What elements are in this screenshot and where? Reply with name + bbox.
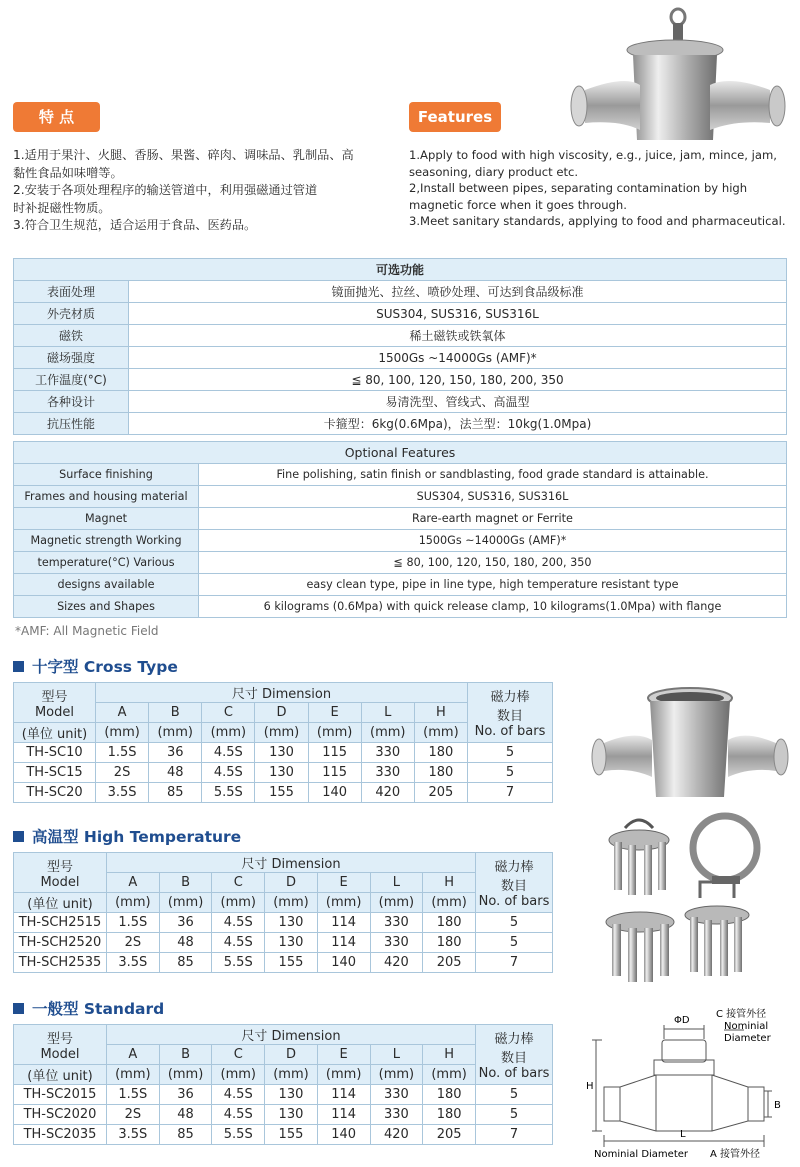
bullet-square-icon <box>13 831 24 842</box>
table-row: TH-SC2015 1.5S 36 4.5S 130 114 330 180 5 <box>14 1085 553 1105</box>
unit-mm: (mm) <box>107 1065 160 1085</box>
optional-cn-key: 工作温度(°C) <box>14 369 129 391</box>
table-row: TH-SCH2520 2S 48 4.5S 130 114 330 180 5 <box>14 933 553 953</box>
optional-en-key: Sizes and Shapes <box>14 596 199 618</box>
optional-cn-key: 表面处理 <box>14 281 129 303</box>
features-cn-line: 黏性食品如味噌等。 <box>13 165 123 180</box>
table-row: TH-SC2020 2S 48 4.5S 130 114 330 180 5 <box>14 1105 553 1125</box>
col-a: A <box>96 703 149 723</box>
col-b: B <box>159 873 212 893</box>
unit-mm: (mm) <box>423 1065 476 1085</box>
col-h: H <box>423 1045 476 1065</box>
col-h: H <box>414 703 467 723</box>
product-photo-top <box>565 5 795 145</box>
features-en-line: seasoning, diary product etc. <box>409 164 579 179</box>
optional-en-value: SUS304, SUS316, SUS316L <box>199 486 787 508</box>
col-l: L <box>370 1045 423 1065</box>
unit-mm: (mm) <box>212 893 265 913</box>
diagram-diameter: Diameter <box>724 1033 771 1044</box>
table-row: TH-SC2035 3.5S 85 5.5S 155 140 420 205 7 <box>14 1125 553 1145</box>
col-c: C <box>212 873 265 893</box>
unit-mm: (mm) <box>370 893 423 913</box>
dimension-header: 尺寸 Dimension <box>107 853 476 873</box>
diagram-bottom-right: A 接管外径 <box>710 1149 761 1160</box>
optional-en-key: Frames and housing material <box>14 486 199 508</box>
col-d: D <box>265 873 318 893</box>
spec-table-high-temp <box>13 852 553 973</box>
unit-mm: (mm) <box>265 1065 318 1085</box>
optional-en-key: temperature(°C) Various <box>14 552 199 574</box>
features-en-line: magnetic force when it goes through. <box>409 197 627 212</box>
features-cn-text <box>13 147 383 235</box>
model-header: 型号 Model <box>14 853 107 893</box>
amf-note: *AMF: All Magnetic Field <box>15 624 159 638</box>
col-e: E <box>317 1045 370 1065</box>
diagram-l: L <box>680 1129 686 1140</box>
features-cn-line: 3.符合卫生规范，适合运用于食品、医药品。 <box>13 218 257 232</box>
unit-cell: (单位 unit) <box>14 1065 107 1085</box>
unit-mm: (mm) <box>308 723 361 743</box>
col-c: C <box>212 1045 265 1065</box>
features-en-line: 3.Meet sanitary standards, applying to food and pharmaceutical. <box>409 214 786 228</box>
unit-mm: (mm) <box>149 723 202 743</box>
col-a: A <box>107 1045 160 1065</box>
unit-mm: (mm) <box>202 723 255 743</box>
optional-cn-value: 镜面抛光、拉丝、喷砂处理、可达到食品级标准 <box>129 281 787 303</box>
model-header: 型号 Model <box>14 683 96 723</box>
col-l: L <box>361 703 414 723</box>
bars-header: 磁力棒 数目 No. of bars <box>468 683 553 743</box>
col-e: E <box>317 873 370 893</box>
optional-cn-value: 卡箍型：6kg(0.6Mpa)，法兰型：10kg(1.0Mpa) <box>129 413 787 435</box>
unit-mm: (mm) <box>370 1065 423 1085</box>
cross-type-photo <box>590 685 790 805</box>
unit-mm: (mm) <box>317 893 370 913</box>
diagram-bottom-left: Nominial Diameter <box>594 1149 689 1160</box>
optional-cn-key: 磁场强度 <box>14 347 129 369</box>
spec-table-standard <box>13 1024 553 1145</box>
optional-cn-value: ≦ 80, 100, 120, 150, 180, 200, 350 <box>129 369 787 391</box>
col-a: A <box>107 873 160 893</box>
section-title-text: 十字型 Cross Type <box>32 658 178 676</box>
optional-en-value: Fine polishing, satin finish or sandblasting, food grade standard is attainable. <box>199 464 787 486</box>
diagram-c-label: C 接管外径 <box>716 1009 767 1020</box>
optional-cn-key: 各种设计 <box>14 391 129 413</box>
col-d: D <box>255 703 308 723</box>
section-title-standard <box>13 997 164 1019</box>
features-en-text <box>409 147 794 230</box>
dimension-header: 尺寸 Dimension <box>107 1025 476 1045</box>
table-row: TH-SCH2515 1.5S 36 4.5S 130 114 330 180 5 <box>14 913 553 933</box>
optional-en-key: designs available <box>14 574 199 596</box>
features-cn-line: 1.适用于果汁、火腿、香肠、果酱、碎肉、调味品、乳制品、高 <box>13 148 354 162</box>
features-cn-line: 时补捉磁性物质。 <box>13 200 111 215</box>
dimension-diagram <box>584 1005 796 1163</box>
features-cn-heading: 特 点 <box>13 102 100 132</box>
dimension-header: 尺寸 Dimension <box>96 683 468 703</box>
bars-header: 磁力棒 数目 No. of bars <box>476 853 553 913</box>
unit-cell: (单位 unit) <box>14 893 107 913</box>
optional-en-key: Magnetic strength Working <box>14 530 199 552</box>
table-row: TH-SC20 3.5S 85 5.5S 155 140 420 205 7 <box>14 783 553 803</box>
bullet-square-icon <box>13 1003 24 1014</box>
unit-mm: (mm) <box>159 1065 212 1085</box>
unit-mm: (mm) <box>317 1065 370 1085</box>
optional-cn-table <box>13 258 787 435</box>
spec-table-cross <box>13 682 553 803</box>
optional-en-value: easy clean type, pipe in line type, high temperature resistant type <box>199 574 787 596</box>
optional-cn-key: 磁铁 <box>14 325 129 347</box>
col-c: C <box>202 703 255 723</box>
optional-cn-key: 抗压性能 <box>14 413 129 435</box>
optional-en-key: Surface finishing <box>14 464 199 486</box>
optional-en-key: Magnet <box>14 508 199 530</box>
section-title-high-temp <box>13 825 241 847</box>
unit-mm: (mm) <box>255 723 308 743</box>
col-h: H <box>423 873 476 893</box>
section-title-text: 高温型 High Temperature <box>32 828 242 846</box>
optional-cn-value: 1500Gs ~14000Gs (AMF)* <box>129 347 787 369</box>
optional-en-value: Rare-earth magnet or Ferrite <box>199 508 787 530</box>
col-e: E <box>308 703 361 723</box>
unit-cell: (单位 unit) <box>14 723 96 743</box>
unit-mm: (mm) <box>265 893 318 913</box>
magnet-bars-photo <box>600 810 790 985</box>
bars-header: 磁力棒 数目 No. of bars <box>476 1025 553 1085</box>
features-en-heading: Features <box>409 102 501 132</box>
model-header: 型号 Model <box>14 1025 107 1065</box>
unit-mm: (mm) <box>96 723 149 743</box>
diagram-h: H <box>586 1081 594 1092</box>
optional-en-value: 6 kilograms (0.6Mpa) with quick release clamp, 10 kilograms(1.0Mpa) with flange <box>199 596 787 618</box>
bullet-square-icon <box>13 661 24 672</box>
optional-cn-value: 易清洗型、管线式、高温型 <box>129 391 787 413</box>
unit-mm: (mm) <box>423 893 476 913</box>
features-cn-line: 2.安装于各项处理程序的输送管道中，利用强磁通过管道 <box>13 183 318 197</box>
unit-mm: (mm) <box>212 1065 265 1085</box>
optional-en-value: ≦ 80, 100, 120, 150, 180, 200, 350 <box>199 552 787 574</box>
table-row: TH-SC10 1.5S 36 4.5S 130 115 330 180 5 <box>14 743 553 763</box>
table-row: TH-SC15 2S 48 4.5S 130 115 330 180 5 <box>14 763 553 783</box>
unit-mm: (mm) <box>159 893 212 913</box>
diagram-phi-d: ΦD <box>674 1015 690 1026</box>
col-d: D <box>265 1045 318 1065</box>
features-en-line: 2,Install between pipes, separating contamination by high <box>409 181 748 195</box>
col-l: L <box>370 873 423 893</box>
optional-cn-title: 可选功能 <box>14 259 787 281</box>
features-en-line: 1.Apply to food with high viscosity, e.g., juice, jam, mince, jam, <box>409 148 777 162</box>
col-b: B <box>149 703 202 723</box>
diagram-b: B <box>774 1100 781 1111</box>
optional-en-value: 1500Gs ~14000Gs (AMF)* <box>199 530 787 552</box>
section-title-text: 一般型 Standard <box>32 1000 165 1018</box>
unit-mm: (mm) <box>361 723 414 743</box>
optional-en-title: Optional Features <box>14 442 787 464</box>
optional-cn-value: SUS304, SUS316, SUS316L <box>129 303 787 325</box>
diagram-nominal: Nominial <box>724 1021 769 1032</box>
col-b: B <box>159 1045 212 1065</box>
unit-mm: (mm) <box>107 893 160 913</box>
section-title-cross <box>13 655 178 677</box>
table-row: TH-SCH2535 3.5S 85 5.5S 155 140 420 205 7 <box>14 953 553 973</box>
optional-cn-value: 稀土磁铁或铁氧体 <box>129 325 787 347</box>
optional-en-table <box>13 441 787 618</box>
unit-mm: (mm) <box>414 723 467 743</box>
optional-cn-key: 外壳材质 <box>14 303 129 325</box>
